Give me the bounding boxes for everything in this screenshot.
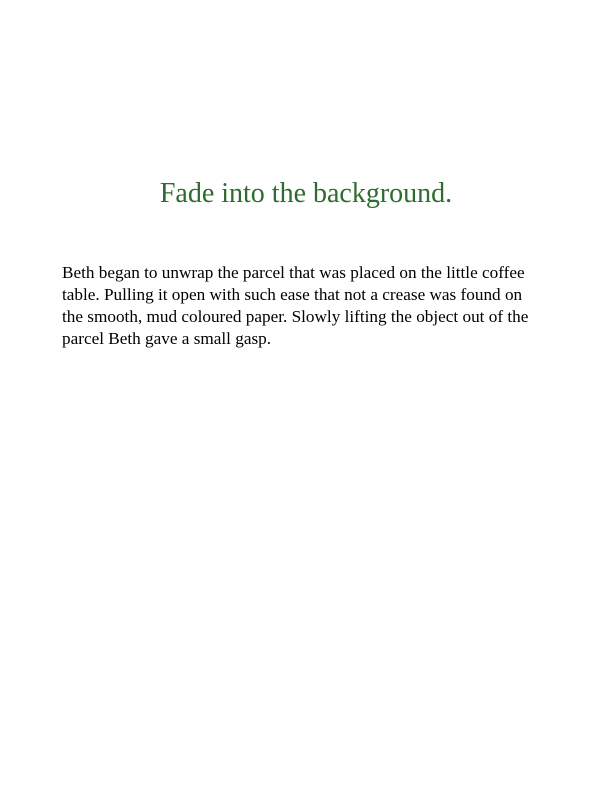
- paragraph-line: parcel Beth gave a small gasp.: [62, 329, 272, 348]
- paragraph-line: table. Pulling it open with such ease that not a crease was found on: [62, 285, 523, 304]
- body-paragraph: [62, 262, 554, 350]
- paragraph-line: Beth began to unwrap the parcel that was placed on the little coffee: [62, 263, 525, 282]
- paragraph-line: the smooth, mud coloured paper. Slowly lifting the object out of the: [62, 307, 529, 326]
- document-title: Fade into the background.: [159, 178, 453, 209]
